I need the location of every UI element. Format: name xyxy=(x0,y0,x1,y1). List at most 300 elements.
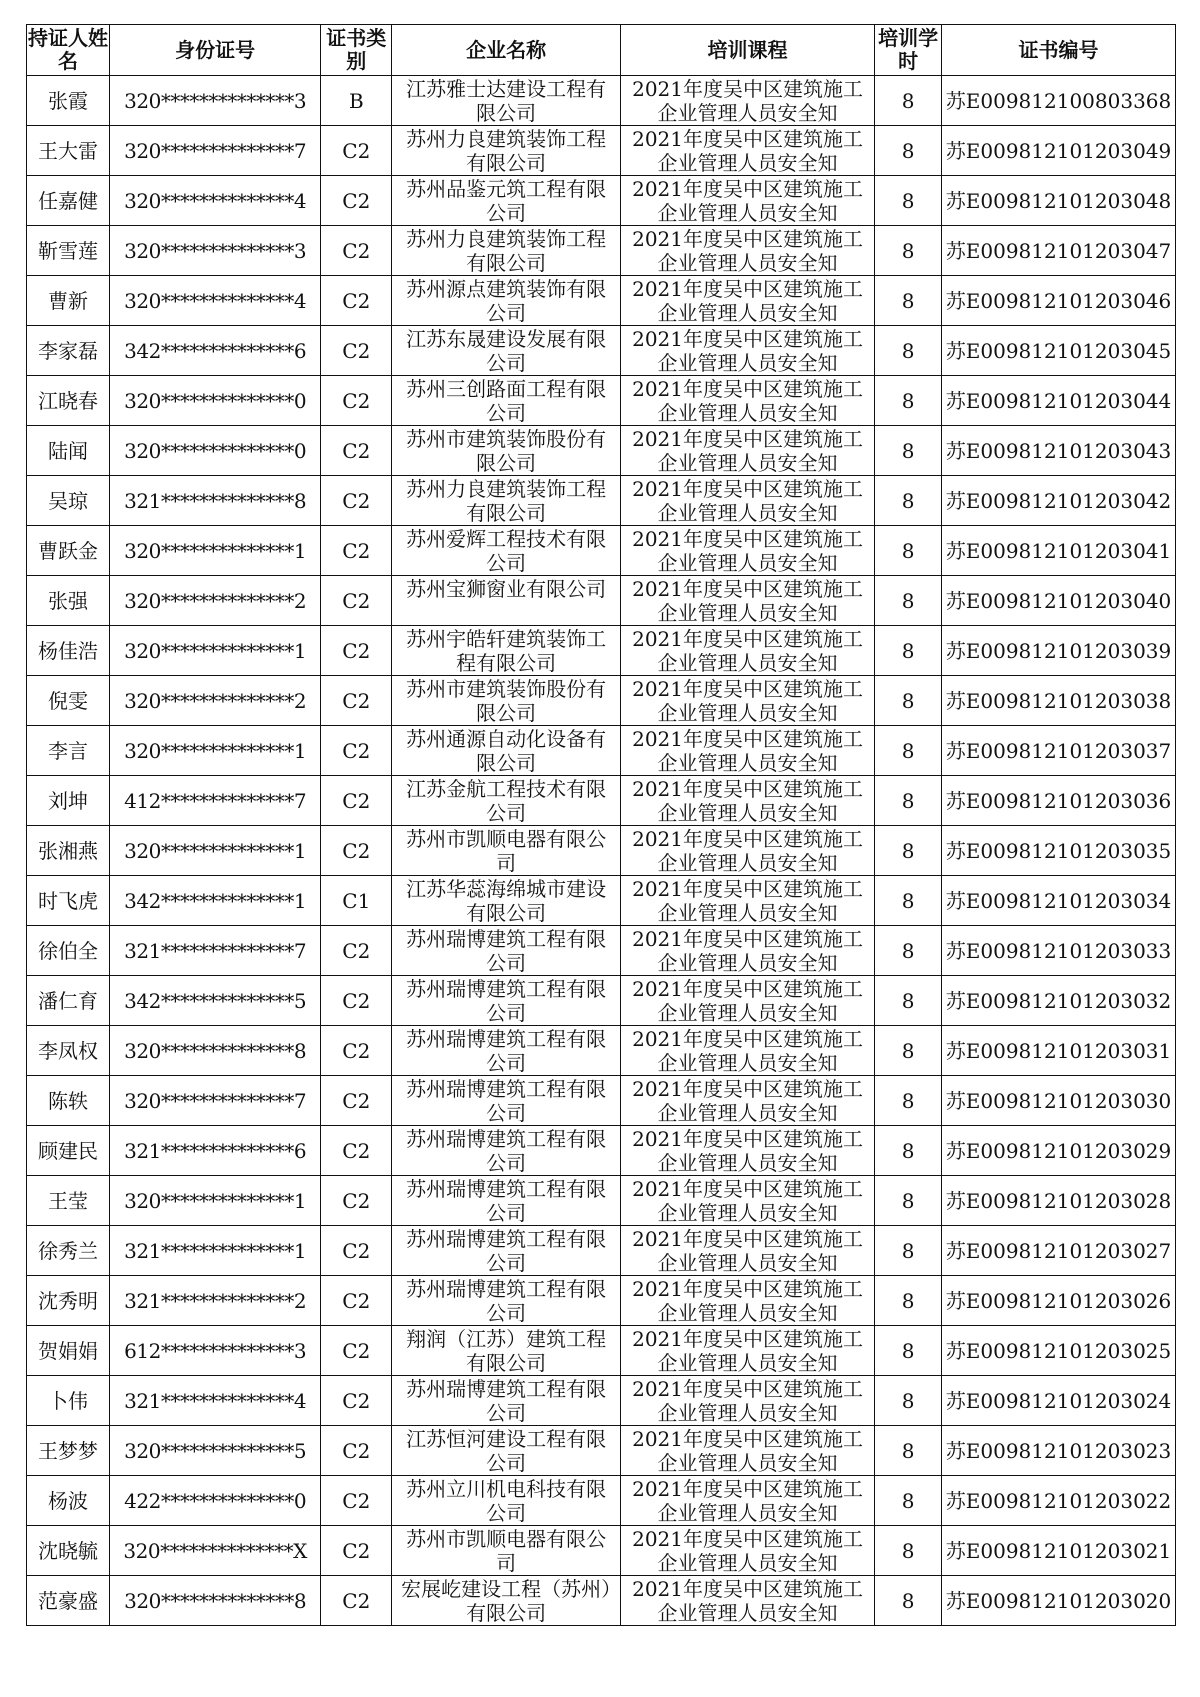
company-cell-wrap xyxy=(392,826,620,875)
cert-type-cell: C2 xyxy=(321,376,392,426)
cert-type-cell: C2 xyxy=(321,226,392,276)
company-cell-wrap xyxy=(392,126,620,175)
hours-cell: 8 xyxy=(875,226,942,276)
hours-cell: 8 xyxy=(875,526,942,576)
cert-type-cell: C2 xyxy=(321,326,392,376)
cert-type-cell: C2 xyxy=(321,1226,392,1276)
course-cell-wrap xyxy=(621,626,874,675)
table-row xyxy=(27,976,1176,1026)
cert-number-cell: 苏E009812101203022 xyxy=(942,1476,1176,1526)
hours-cell: 8 xyxy=(875,1326,942,1376)
cert-number-cell: 苏E009812101203029 xyxy=(942,1126,1176,1176)
course-cell-text: 2021年度吴中区建筑施工企业管理人员安全知 xyxy=(632,1327,863,1375)
cert-number-cell: 苏E009812101203042 xyxy=(942,476,1176,526)
course-cell-wrap xyxy=(621,326,874,375)
holder-name-cell: 顾建民 xyxy=(27,1126,110,1176)
company-cell xyxy=(392,1526,621,1576)
id-number-cell: 320**************1 xyxy=(109,626,320,676)
course-cell-wrap xyxy=(621,1076,874,1125)
course-cell-wrap xyxy=(621,926,874,975)
header-holder-name: 持证人姓名 xyxy=(27,25,110,76)
header-hours: 培训学时 xyxy=(875,25,942,76)
course-cell-wrap xyxy=(621,126,874,175)
course-cell-text: 2021年度吴中区建筑施工企业管理人员安全知 xyxy=(632,777,863,825)
cert-type-cell: C2 xyxy=(321,1126,392,1176)
course-cell xyxy=(620,1126,874,1176)
id-number-cell: 342**************5 xyxy=(109,976,320,1026)
cert-type-cell: C2 xyxy=(321,176,392,226)
id-number-cell: 612**************3 xyxy=(109,1326,320,1376)
company-cell-text: 苏州三创路面工程有限公司 xyxy=(406,377,607,425)
course-cell-wrap xyxy=(621,226,874,275)
course-cell-text: 2021年度吴中区建筑施工企业管理人员安全知 xyxy=(632,227,863,275)
company-cell xyxy=(392,1426,621,1476)
company-cell-text: 苏州瑞博建筑工程有限公司 xyxy=(406,977,607,1025)
cert-number-cell: 苏E009812101203023 xyxy=(942,1426,1176,1476)
course-cell xyxy=(620,226,874,276)
id-number-cell: 320**************0 xyxy=(109,376,320,426)
cert-number-cell: 苏E009812101203036 xyxy=(942,776,1176,826)
hours-cell: 8 xyxy=(875,426,942,476)
company-cell-text: 苏州瑞博建筑工程有限公司 xyxy=(406,1077,607,1125)
hours-cell: 8 xyxy=(875,76,942,126)
cert-type-cell: C2 xyxy=(321,1026,392,1076)
course-cell xyxy=(620,776,874,826)
id-number-cell: 321**************4 xyxy=(109,1376,320,1426)
company-cell-wrap xyxy=(392,876,620,925)
table-row xyxy=(27,526,1176,576)
company-cell xyxy=(392,626,621,676)
course-cell-text: 2021年度吴中区建筑施工企业管理人员安全知 xyxy=(632,1477,863,1525)
company-cell-wrap xyxy=(392,1026,620,1075)
cert-type-cell: C2 xyxy=(321,1276,392,1326)
id-number-cell: 320**************3 xyxy=(109,76,320,126)
course-cell-wrap xyxy=(621,1226,874,1275)
company-cell-text: 苏州市凯顺电器有限公司 xyxy=(406,827,607,875)
hours-cell: 8 xyxy=(875,1376,942,1426)
holder-name-cell: 陈轶 xyxy=(27,1076,110,1126)
holder-name-cell: 刘坤 xyxy=(27,776,110,826)
course-cell-text: 2021年度吴中区建筑施工企业管理人员安全知 xyxy=(632,477,863,525)
cert-type-cell: C2 xyxy=(321,426,392,476)
table-row xyxy=(27,726,1176,776)
cert-type-cell: C2 xyxy=(321,726,392,776)
hours-cell: 8 xyxy=(875,1426,942,1476)
course-cell-text: 2021年度吴中区建筑施工企业管理人员安全知 xyxy=(632,1127,863,1175)
course-cell xyxy=(620,426,874,476)
table-row xyxy=(27,826,1176,876)
cert-type-cell: C2 xyxy=(321,826,392,876)
header-id-number: 身份证号 xyxy=(109,25,320,76)
holder-name-cell: 陆闻 xyxy=(27,426,110,476)
course-cell xyxy=(620,676,874,726)
table-row xyxy=(27,1276,1176,1326)
table-row xyxy=(27,1376,1176,1426)
header-company: 企业名称 xyxy=(392,25,621,76)
id-number-cell: 320**************7 xyxy=(109,1076,320,1126)
cert-number-cell: 苏E009812100803368 xyxy=(942,76,1176,126)
id-number-cell: 422**************0 xyxy=(109,1476,320,1526)
holder-name-cell: 曹跃金 xyxy=(27,526,110,576)
company-cell-wrap xyxy=(392,976,620,1025)
holder-name-cell: 王莹 xyxy=(27,1176,110,1226)
course-cell xyxy=(620,326,874,376)
table-row xyxy=(27,926,1176,976)
holder-name-cell: 张霞 xyxy=(27,76,110,126)
company-cell-text: 苏州市建筑装饰股份有限公司 xyxy=(406,427,607,475)
course-cell xyxy=(620,376,874,426)
course-cell-wrap xyxy=(621,876,874,925)
id-number-cell: 342**************1 xyxy=(109,876,320,926)
table-row xyxy=(27,1576,1176,1626)
company-cell-text: 苏州源点建筑装饰有限公司 xyxy=(406,277,607,325)
course-cell-text: 2021年度吴中区建筑施工企业管理人员安全知 xyxy=(632,877,863,925)
table-row xyxy=(27,1526,1176,1576)
course-cell-text: 2021年度吴中区建筑施工企业管理人员安全知 xyxy=(632,1377,863,1425)
company-cell-wrap xyxy=(392,1276,620,1325)
company-cell xyxy=(392,1576,621,1626)
company-cell-text: 苏州宇皓轩建筑装饰工程有限公司 xyxy=(406,627,607,675)
hours-cell: 8 xyxy=(875,826,942,876)
cert-number-cell: 苏E009812101203044 xyxy=(942,376,1176,426)
course-cell-wrap xyxy=(621,376,874,425)
course-cell xyxy=(620,276,874,326)
company-cell-wrap xyxy=(392,1526,620,1575)
id-number-cell: 320**************8 xyxy=(109,1026,320,1076)
company-cell xyxy=(392,326,621,376)
id-number-cell: 320**************7 xyxy=(109,126,320,176)
company-cell-text: 苏州力良建筑装饰工程有限公司 xyxy=(406,227,607,275)
company-cell-text: 江苏恒河建设工程有限公司 xyxy=(406,1427,607,1475)
company-cell-text: 苏州立川机电科技有限公司 xyxy=(406,1477,607,1525)
cert-number-cell: 苏E009812101203024 xyxy=(942,1376,1176,1426)
holder-name-cell: 潘仁育 xyxy=(27,976,110,1026)
course-cell-wrap xyxy=(621,1576,874,1625)
table-row xyxy=(27,1026,1176,1076)
course-cell xyxy=(620,1326,874,1376)
course-cell-wrap xyxy=(621,776,874,825)
company-cell-wrap xyxy=(392,1176,620,1225)
hours-cell: 8 xyxy=(875,1226,942,1276)
company-cell xyxy=(392,926,621,976)
company-cell-wrap xyxy=(392,1226,620,1275)
cert-type-cell: C2 xyxy=(321,676,392,726)
holder-name-cell: 曹新 xyxy=(27,276,110,326)
course-cell-text: 2021年度吴中区建筑施工企业管理人员安全知 xyxy=(632,977,863,1025)
cert-number-cell: 苏E009812101203043 xyxy=(942,426,1176,476)
table-header xyxy=(27,25,1176,76)
id-number-cell: 320**************3 xyxy=(109,226,320,276)
cert-number-cell: 苏E009812101203030 xyxy=(942,1076,1176,1126)
company-cell-text: 苏州瑞博建筑工程有限公司 xyxy=(406,1177,607,1225)
company-cell-text: 苏州通源自动化设备有限公司 xyxy=(406,727,607,775)
holder-name-cell: 卜伟 xyxy=(27,1376,110,1426)
company-cell-text: 苏州瑞博建筑工程有限公司 xyxy=(406,1277,607,1325)
table-row xyxy=(27,1126,1176,1176)
holder-name-cell: 沈晓毓 xyxy=(27,1526,110,1576)
course-cell-wrap xyxy=(621,826,874,875)
company-cell-wrap xyxy=(392,1576,620,1625)
company-cell-text: 翔润（江苏）建筑工程有限公司 xyxy=(406,1327,607,1375)
course-cell xyxy=(620,476,874,526)
id-number-cell: 320**************1 xyxy=(109,726,320,776)
cert-type-cell: C2 xyxy=(321,1426,392,1476)
course-cell-wrap xyxy=(621,276,874,325)
course-cell xyxy=(620,526,874,576)
hours-cell: 8 xyxy=(875,576,942,626)
company-cell xyxy=(392,1276,621,1326)
hours-cell: 8 xyxy=(875,1026,942,1076)
course-cell-wrap xyxy=(621,576,874,625)
company-cell-text: 苏州瑞博建筑工程有限公司 xyxy=(406,1027,607,1075)
company-cell-text: 苏州瑞博建筑工程有限公司 xyxy=(406,1377,607,1425)
table-row xyxy=(27,276,1176,326)
id-number-cell: 320**************2 xyxy=(109,576,320,626)
id-number-cell: 412**************7 xyxy=(109,776,320,826)
table-row xyxy=(27,776,1176,826)
company-cell xyxy=(392,726,621,776)
cert-type-cell: C2 xyxy=(321,1176,392,1226)
course-cell xyxy=(620,926,874,976)
course-cell-wrap xyxy=(621,526,874,575)
cert-number-cell: 苏E009812101203034 xyxy=(942,876,1176,926)
hours-cell: 8 xyxy=(875,1126,942,1176)
table-row xyxy=(27,1076,1176,1126)
course-cell xyxy=(620,1176,874,1226)
course-cell-wrap xyxy=(621,1276,874,1325)
course-cell xyxy=(620,1526,874,1576)
company-cell-text: 苏州品鉴元筑工程有限公司 xyxy=(406,177,607,225)
company-cell xyxy=(392,126,621,176)
company-cell xyxy=(392,776,621,826)
company-cell-wrap xyxy=(392,76,620,125)
company-cell-text: 苏州市建筑装饰股份有限公司 xyxy=(406,677,607,725)
cert-number-cell: 苏E009812101203028 xyxy=(942,1176,1176,1226)
company-cell-wrap xyxy=(392,276,620,325)
cert-number-cell: 苏E009812101203046 xyxy=(942,276,1176,326)
company-cell xyxy=(392,576,621,626)
course-cell-wrap xyxy=(621,426,874,475)
cert-number-cell: 苏E009812101203032 xyxy=(942,976,1176,1026)
course-cell xyxy=(620,726,874,776)
hours-cell: 8 xyxy=(875,726,942,776)
company-cell xyxy=(392,1476,621,1526)
course-cell-wrap xyxy=(621,1526,874,1575)
course-cell-text: 2021年度吴中区建筑施工企业管理人员安全知 xyxy=(632,827,863,875)
company-cell-text: 苏州力良建筑装饰工程有限公司 xyxy=(406,477,607,525)
holder-name-cell: 杨佳浩 xyxy=(27,626,110,676)
holder-name-cell: 靳雪莲 xyxy=(27,226,110,276)
course-cell xyxy=(620,826,874,876)
id-number-cell: 321**************8 xyxy=(109,476,320,526)
course-cell-wrap xyxy=(621,1426,874,1475)
company-cell-wrap xyxy=(392,926,620,975)
hours-cell: 8 xyxy=(875,876,942,926)
course-cell xyxy=(620,976,874,1026)
course-cell xyxy=(620,1476,874,1526)
course-cell xyxy=(620,1226,874,1276)
table-body xyxy=(27,76,1176,1626)
course-cell-text: 2021年度吴中区建筑施工企业管理人员安全知 xyxy=(632,377,863,425)
company-cell-wrap xyxy=(392,626,620,675)
holder-name-cell: 范豪盛 xyxy=(27,1576,110,1626)
header-cert-type: 证书类别 xyxy=(321,25,392,76)
course-cell-text: 2021年度吴中区建筑施工企业管理人员安全知 xyxy=(632,627,863,675)
course-cell-wrap xyxy=(621,76,874,125)
cert-number-cell: 苏E009812101203021 xyxy=(942,1526,1176,1576)
course-cell-text: 2021年度吴中区建筑施工企业管理人员安全知 xyxy=(632,327,863,375)
company-cell-wrap xyxy=(392,426,620,475)
company-cell-wrap xyxy=(392,226,620,275)
table-row xyxy=(27,1226,1176,1276)
holder-name-cell: 张强 xyxy=(27,576,110,626)
company-cell-wrap xyxy=(392,176,620,225)
cert-type-cell: C2 xyxy=(321,1076,392,1126)
hours-cell: 8 xyxy=(875,676,942,726)
table-row xyxy=(27,1476,1176,1526)
course-cell-wrap xyxy=(621,176,874,225)
course-cell-wrap xyxy=(621,1476,874,1525)
id-number-cell: 321**************6 xyxy=(109,1126,320,1176)
header-course: 培训课程 xyxy=(620,25,874,76)
hours-cell: 8 xyxy=(875,1076,942,1126)
company-cell-text: 江苏华蕊海绵城市建设有限公司 xyxy=(406,877,607,925)
company-cell-text: 苏州瑞博建筑工程有限公司 xyxy=(406,1227,607,1275)
holder-name-cell: 贺娟娟 xyxy=(27,1326,110,1376)
hours-cell: 8 xyxy=(875,926,942,976)
course-cell-text: 2021年度吴中区建筑施工企业管理人员安全知 xyxy=(632,527,863,575)
course-cell-text: 2021年度吴中区建筑施工企业管理人员安全知 xyxy=(632,177,863,225)
course-cell-wrap xyxy=(621,1126,874,1175)
cert-number-cell: 苏E009812101203041 xyxy=(942,526,1176,576)
id-number-cell: 320**************1 xyxy=(109,526,320,576)
company-cell-text: 江苏金航工程技术有限公司 xyxy=(406,777,607,825)
cert-number-cell: 苏E009812101203033 xyxy=(942,926,1176,976)
company-cell xyxy=(392,1376,621,1426)
course-cell-text: 2021年度吴中区建筑施工企业管理人员安全知 xyxy=(632,727,863,775)
hours-cell: 8 xyxy=(875,1526,942,1576)
table-row xyxy=(27,1326,1176,1376)
company-cell-wrap xyxy=(392,1476,620,1525)
course-cell-text: 2021年度吴中区建筑施工企业管理人员安全知 xyxy=(632,77,863,125)
cert-number-cell: 苏E009812101203049 xyxy=(942,126,1176,176)
cert-type-cell: C2 xyxy=(321,1326,392,1376)
id-number-cell: 321**************2 xyxy=(109,1276,320,1326)
holder-name-cell: 江晓春 xyxy=(27,376,110,426)
course-cell-text: 2021年度吴中区建筑施工企业管理人员安全知 xyxy=(632,1577,863,1625)
holder-name-cell: 李凤权 xyxy=(27,1026,110,1076)
id-number-cell: 320**************2 xyxy=(109,676,320,726)
course-cell-text: 2021年度吴中区建筑施工企业管理人员安全知 xyxy=(632,427,863,475)
course-cell-text: 2021年度吴中区建筑施工企业管理人员安全知 xyxy=(632,1227,863,1275)
cert-type-cell: C2 xyxy=(321,926,392,976)
id-number-cell: 342**************6 xyxy=(109,326,320,376)
course-cell-wrap xyxy=(621,1176,874,1225)
course-cell xyxy=(620,1276,874,1326)
course-cell xyxy=(620,1026,874,1076)
company-cell xyxy=(392,976,621,1026)
cert-number-cell: 苏E009812101203048 xyxy=(942,176,1176,226)
table-row xyxy=(27,226,1176,276)
course-cell-text: 2021年度吴中区建筑施工企业管理人员安全知 xyxy=(632,927,863,975)
cert-type-cell: C2 xyxy=(321,126,392,176)
company-cell-wrap xyxy=(392,326,620,375)
company-cell xyxy=(392,476,621,526)
header-cert-number: 证书编号 xyxy=(942,25,1176,76)
table-row xyxy=(27,126,1176,176)
company-cell xyxy=(392,1026,621,1076)
course-cell xyxy=(620,1376,874,1426)
holder-name-cell: 王梦梦 xyxy=(27,1426,110,1476)
cert-type-cell: B xyxy=(321,76,392,126)
id-number-cell: 320**************0 xyxy=(109,426,320,476)
company-cell-text: 苏州瑞博建筑工程有限公司 xyxy=(406,1127,607,1175)
id-number-cell: 321**************7 xyxy=(109,926,320,976)
course-cell xyxy=(620,626,874,676)
hours-cell: 8 xyxy=(875,776,942,826)
course-cell xyxy=(620,576,874,626)
course-cell xyxy=(620,1426,874,1476)
company-cell xyxy=(392,1226,621,1276)
certificate-table xyxy=(26,24,1176,1626)
table-row xyxy=(27,1176,1176,1226)
hours-cell: 8 xyxy=(875,176,942,226)
holder-name-cell: 张湘燕 xyxy=(27,826,110,876)
company-cell xyxy=(392,1176,621,1226)
company-cell-wrap xyxy=(392,1376,620,1425)
cert-type-cell: C2 xyxy=(321,776,392,826)
hours-cell: 8 xyxy=(875,1176,942,1226)
holder-name-cell: 吴琼 xyxy=(27,476,110,526)
course-cell xyxy=(620,176,874,226)
course-cell-wrap xyxy=(621,1026,874,1075)
cert-number-cell: 苏E009812101203038 xyxy=(942,676,1176,726)
company-cell-wrap xyxy=(392,376,620,425)
hours-cell: 8 xyxy=(875,1576,942,1626)
cert-number-cell: 苏E009812101203037 xyxy=(942,726,1176,776)
cert-number-cell: 苏E009812101203025 xyxy=(942,1326,1176,1376)
cert-number-cell: 苏E009812101203020 xyxy=(942,1576,1176,1626)
holder-name-cell: 任嘉健 xyxy=(27,176,110,226)
cert-type-cell: C2 xyxy=(321,1576,392,1626)
company-cell xyxy=(392,226,621,276)
cert-number-cell: 苏E009812101203035 xyxy=(942,826,1176,876)
company-cell-wrap xyxy=(392,1326,620,1375)
hours-cell: 8 xyxy=(875,326,942,376)
hours-cell: 8 xyxy=(875,476,942,526)
course-cell xyxy=(620,876,874,926)
holder-name-cell: 倪雯 xyxy=(27,676,110,726)
table-row xyxy=(27,76,1176,126)
holder-name-cell: 时飞虎 xyxy=(27,876,110,926)
course-cell-wrap xyxy=(621,1326,874,1375)
course-cell-text: 2021年度吴中区建筑施工企业管理人员安全知 xyxy=(632,1177,863,1225)
id-number-cell: 320**************1 xyxy=(109,1176,320,1226)
company-cell xyxy=(392,426,621,476)
holder-name-cell: 徐秀兰 xyxy=(27,1226,110,1276)
cert-type-cell: C2 xyxy=(321,976,392,1026)
company-cell-wrap xyxy=(392,526,620,575)
hours-cell: 8 xyxy=(875,626,942,676)
table-row xyxy=(27,326,1176,376)
cert-type-cell: C2 xyxy=(321,1376,392,1426)
course-cell-text: 2021年度吴中区建筑施工企业管理人员安全知 xyxy=(632,127,863,175)
course-cell xyxy=(620,126,874,176)
company-cell xyxy=(392,526,621,576)
cert-number-cell: 苏E009812101203047 xyxy=(942,226,1176,276)
company-cell-wrap xyxy=(392,676,620,725)
cert-type-cell: C2 xyxy=(321,1476,392,1526)
